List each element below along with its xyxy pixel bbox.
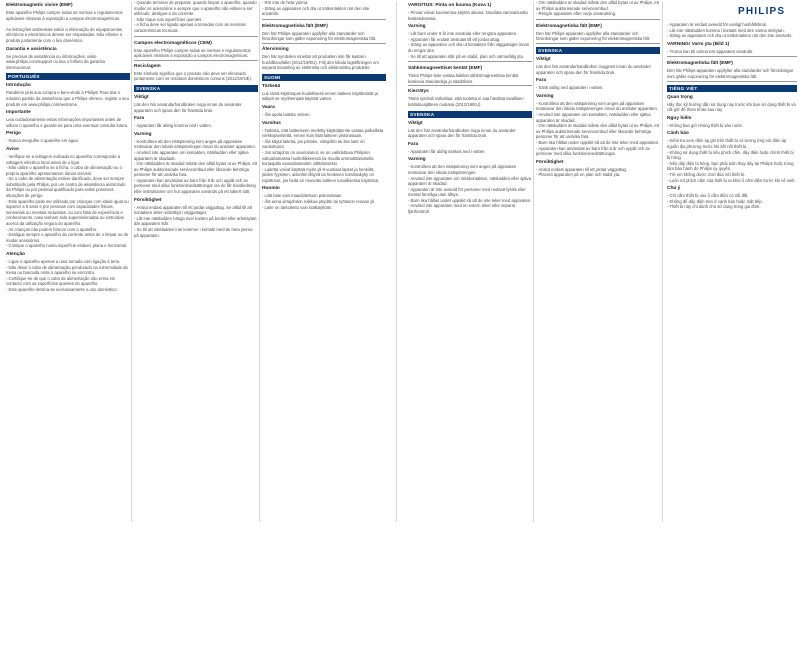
heading: Elektromagnetiska fält (EMF) [262,23,328,29]
heading: Cảnh báo [667,131,689,137]
paragraph: - Kontrollera att den nätspänning som anges på apparaten motsvarar den lokala nätspänningen. - Använd inte apparaten om stickkontakten, nätsladden eller själva apparaten är skadad. - Apparaten är inte avsedd för personer med nedsatt fysisk eller mental förmåga utan tillsyn. - Barn ska hållas under uppsikt så att de inte leker med apparaten. - Använd inte apparaten med en extern timer eller separat fjärrkontroll. [408,164,532,215]
heading: Nguy hiểm [667,115,692,121]
fold-divider [396,2,397,522]
paragraph: - Älä upota laitetta veteen. [262,111,311,117]
heading: Fara [536,78,547,84]
paragraph: Se precisar de assistência ou informações, visite www.philips.com/support ou leia o folheto da garantia internacional. [6,53,107,70]
heading: Elektromagnetiska fält (EMF) [667,61,733,67]
heading: Quan trọng [667,94,693,100]
heading: Viktigt [408,120,423,126]
paragraph: - Tarkista, että laitteeseen merkitty käyttöjännite vastaa paikallista verkkojännitettä, ennen kuin liität laitteen pistorasiaan. - Älä käytä laitetta, jos pistoke, virtajohto tai itse laite on vaurioitunut. - Jos virtajohto on vaurioitunut, se on vaihdettava Philipsin valtuuttamassa huoltoliikkeessä tai muulla ammattitaitoisella korjaajalla vaaratilanteiden välttämiseksi. - Laitetta voivat käyttää myös yli 8-vuotiaat lapset ja henkilöt, joiden fyysinen, aisteihin liittyvä tai henkinen toimintakyky on rajoittunut, jos heitä on neuvottu laitteen turvallisessa käytössä. [262,127,384,183]
paragraph: - Sänk aldrig ned apparaten i vatten. [536,85,604,91]
heading: Varning [134,131,152,137]
paragraph: - Kiểm tra xem điện áp ghi trên thiết bị có tương ứng với điện áp nguồn địa phương trước khi kết nối thiết bị. - Không sử dụng thiết bị nếu phích cắm, dây điện hoặc chính thiết bị bị hỏng. - Nếu dây điện bị hỏng, bạn phải luôn thay dây tại Philips hoặc trung tâm bảo hành do Philips ủy quyền. - Trẻ em không được chơi đùa với thiết bị. - Luôn rút phích cắm của thiết bị ra khỏi ổ cắm điện trước khi vệ sinh. [667,138,796,183]
column-4 [408,0,532,651]
heading: Fara [408,141,419,147]
heading: Campos electromagnéticos (CEM) [134,40,212,46]
heading: Varoitus [262,120,281,126]
heading: Aviso [6,146,19,152]
paragraph: Tämä Philips-laite vastaa kaikkia sähkömagneettisia kenttiä koskevia standardeja ja säädöksiä. [408,73,520,84]
heading: Atenção [6,252,25,257]
heading: Kierrätys [408,89,429,95]
paragraph: Parabéns pela sua compra e bem-vindo à Philips! Para tirar o máximo partido da assistência que a Philips oferece, registe o seu produto em www.philips.com/welcome. [6,90,130,107]
column-divider [533,2,534,522]
paragraph: - Quando terminar de preparar, quando limpar o aparelho, quando mudar os acessórios e sempre que o aparelho não estiver a ser utilizado, desligue-o da corrente. - Não toque nas superfícies quentes. - A ficha deve ser ligada apenas a tomadas com as mesmas características técnicas. [134,0,257,33]
column-2 [134,0,258,651]
paragraph: Den här Philips-apparaten uppfyller alla standarder och förordningar som gäller exponering för elektromagnetiska fält. [667,68,795,79]
brand-logo: PHILIPS [738,6,786,17]
heading: Chú ý [667,186,681,192]
paragraph: - Låt barn under 8 år inte använda eller rengöra apparaten. - Apparaten får endast anslutas till ett jordat uttag. - Stäng av apparaten och dra ut kontakten från vägguttaget innan du rengör den. - Se till att apparaten står på en stabil, plan och värmetålig yta. [408,31,530,59]
column-divider [662,2,663,522]
language-bar-finnish: SUOMI [262,74,386,81]
paragraph: - Pinnat voivat kuumentua käytön aikana. Noudata varovaisuutta kosketuksessa. [408,10,529,21]
paragraph: Leia cuidadosamente estas informações importantes antes de utilizar o aparelho e guarde-as para uma eventual consulta futura. [6,117,129,128]
paragraph: Tämä symboli tarkoittaa, että tuotetta ei saa hävittää tavallisen kotitalousjätteen mukana (2012/19/EU). [408,96,525,107]
paragraph: - Chỉ cắm thiết bị vào ổ cắm điện có nối đất. - Không để dây điện treo ở cạnh bàn hoặc mặt bếp. - Thiết bị này chỉ dành cho sử dụng trong gia đình. [667,193,763,210]
paragraph: - Verifique se a voltagem indicada no aparelho corresponde à voltagem eléctrica local antes de o ligar. - Não utilize o aparelho se a ficha, o cabo de alimentação ou o próprio aparelho apresentarem danos visíveis. - Se o cabo de alimentação estiver danificado, deve ser sempre substituído pela Philips, por um centro de assistência autorizado da Philips ou por pessoal qualificado para evitar possíveis situações de perigo. - Este aparelho pode ser utilizado por crianças com idade igual ou superior a 8 anos e por pessoas com capacidades físicas, sensoriais ou mentais reduzidas, ou com falta de experiência e conhecimento, caso tenham sido supervisionadas ou instruídas acerca da utilização segura do aparelho. - As crianças não podem brincar com o aparelho. - Desligue sempre o aparelho da corrente antes de o limpar ou de mudar acessórios. - Coloque o aparelho numa superfície estável, plana e horizontal. [6,153,129,249]
paragraph: - Ligue o aparelho apenas a uma tomada com ligação à terra. - Não deixe o cabo de alimentação pendurado na extremidade da mesa ou bancada onde o aparelho se encontra. - Certifique-se de que o cabo de alimentação não entra em contacto com as superfícies quentes do aparelho. - Este aparelho destina-se exclusivamente a uso doméstico. [6,259,128,292]
heading: VARNING! Varm yta (Bild 1) [667,41,730,47]
paragraph: Den här symbolen innebär att produkten inte får kastas i hushållsavfallet (2012/19/EU). Följ den lokala lagstiftningen om separat insamling av elektriska och elektroniska produkter. [262,53,381,71]
paragraph: - Kontrollera att den nätspänning som anges på apparaten motsvarar den lokala nätspänningen innan du ansluter apparaten. - Använd inte apparaten om kontakten, nätsladden eller själva apparaten är skadade. - Om nätsladden är skadad måste den alltid bytas ut av Philips, ett av Philips auktoriserade serviceombud eller liknande behöriga personer för att undvika fara. - Apparaten kan användas av barn från 8 år och uppåt och av personer med olika funktionsnedsättningar om de får handledning eller instruktioner om hur apparaten används på ett säkert sätt. [134,138,257,195]
heading: Varning [408,24,426,30]
language-bar-portuguese: PORTUGUÊS [6,73,130,80]
paragraph: Den här Philips-apparaten uppfyller alla standarder och förordningar som gäller exponering för elektromagnetiska fält. [262,30,377,42]
language-bar-vietnamese: TIẾNG VIỆT [667,85,797,92]
paragraph: Este aparelho Philips cumpre todas as normas e regulamentos aplicáveis relativos à exposição a campos electromagnéticos. [134,47,252,59]
column-6 [667,22,797,651]
paragraph: Este símbolo significa que o produto não deve ser eliminado juntamente com os resíduos domésticos comuns (2012/19/UE). [134,70,253,82]
column-3 [262,0,386,651]
heading: Varning [536,93,554,99]
paragraph: - Kontrollera att den nätspänning som anges på apparaten motsvarar den lokala nätspänningen innan du ansluter apparaten. - Använd inte apparaten om kontakten, nätsladden eller själva apparaten är skadad. - Om nätsladden är skadad måste den alltid bytas ut av Philips, ett av Philips auktoriserade serviceombud eller liknande behöriga personer för att undvika fara. - Barn ska hållas under uppsikt så att de inte leker med apparaten. - Apparaten kan användas av barn från 8 år och uppåt och av personer med olika funktionsnedsättningar. [536,100,660,157]
paragraph: Läs den här användarhandboken noga innan du använder apparaten och spara den för framtida bruk. [408,127,517,139]
heading: Importante [6,110,31,116]
paragraph: Lue tämä käyttöopas huolellisesti ennen laitteen käyttämistä ja säilytä se myöhempää käyttöä varten. [262,90,380,102]
paragraph: - Ytorna kan bli varma när apparaten används. [667,48,754,54]
heading: Elektromagnetiska fält (EMF) [536,23,602,29]
paragraph: - Anslut endast apparaten till ett jordat vägguttag. Se alltid till att kontakten sitter ordentligt i vägguttaget. - Låt inte nätsladden hänga över kanten på bordet eller arbetsytan där apparaten står. - Se till att nätsladden inte kommer i kontakt med de heta ytorna på apparaten. [134,204,257,238]
heading: VAROITUS: Pinta on kuuma (Kuva 1) [408,3,492,8]
paragraph: - Nunca mergulhe o aparelho em água. [6,138,79,144]
heading: Fara [134,116,145,122]
language-bar-swedish: SVENSKA [536,47,660,54]
heading: Tärkeää [262,83,281,89]
paragraph: Läs den här användarhandboken noggrant innan du använder apparaten och spara den för framtida bruk. [536,63,653,75]
heading: Garantia e assistência [6,46,57,52]
heading: Huomio [262,186,280,192]
column-5 [536,0,660,651]
paragraph: Den här Philips-apparaten uppfyller alla standarder och förordningar som gäller exponering för elektromagnetiska fält. [536,30,651,42]
heading: Elektromagnetic visive (EMF) [6,3,73,8]
heading: Perigo [6,131,21,137]
paragraph: - Liitä laite vain maadoitettuun pistorasiaan. - Älä anna virtajohdon roikkua pöydän tai työtason reunan yli. - Laite on tarkoitettu vain kotikäyttöön. [262,193,376,210]
heading: Försiktighet [536,159,564,165]
language-bar-swedish: SVENSKA [134,85,258,92]
paragraph: - Apparaten får aldrig sänkas ned i vatten. [408,148,486,154]
column-1 [6,0,130,651]
heading: Försiktighet [134,197,162,203]
paragraph: - Om nätsladden är skadad måste den alltid bytas ut av Philips, ett av Philips auktoriserade serviceombud. - Rengör apparaten efter varje användning. [536,0,659,17]
paragraph: - Không bao giờ nhúng thiết bị vào nước. [667,122,744,128]
paragraph: - Anslut endast apparaten till ett jordat vägguttag. - Placera apparaten på en plan och stabil yta. [536,166,628,178]
heading: Introdução [6,83,31,89]
column-divider [259,2,260,522]
heading: Vaara [262,104,275,110]
language-bar-swedish: SVENSKA [408,111,532,118]
heading: Viktigt [134,94,149,100]
paragraph: Läs den här användarhandboken noga innan du använder apparaten och spara den för framtida bruk. [134,101,243,113]
heading: Återvinning [262,46,289,52]
paragraph: - Rör inte de heta ytorna. - Stäng av apparaten och dra ut nätkontakten när den inte används. [262,0,370,17]
heading: Varning [408,157,426,163]
paragraph: Este aparelho Philips cumpre todas as normas e regulamentos aplicáveis relativos à exposição a campos electromagnéticos. As instruções ambientais sobre a eliminação de equipamentos eléctricos e electrónicos devem ser respeitadas. Não elimine o produto juntamente com o lixo doméstico. [6,10,123,43]
column-divider [131,2,132,522]
paragraph: - Apparaten får aldrig komma ned i vatten. [134,123,212,129]
heading: Viktigt [536,56,551,62]
heading: Sähkömagneettiset kentät (EMF) [408,66,483,72]
heading: Reciclagem [134,63,161,69]
paragraph: Hãy đọc kỹ hướng dẫn sử dụng này trước khi bạn sử dụng thiết bị và cất giữ để tham khảo sau này. [667,101,797,113]
paragraph: - Apparaten är endast avsedd för vanligt hushållsbruk. - Låt inte nätsladden komma i kontakt med den varma stekytan. - Stäng av apparaten och dra ut nätkontakten när den inte används. [667,22,793,39]
